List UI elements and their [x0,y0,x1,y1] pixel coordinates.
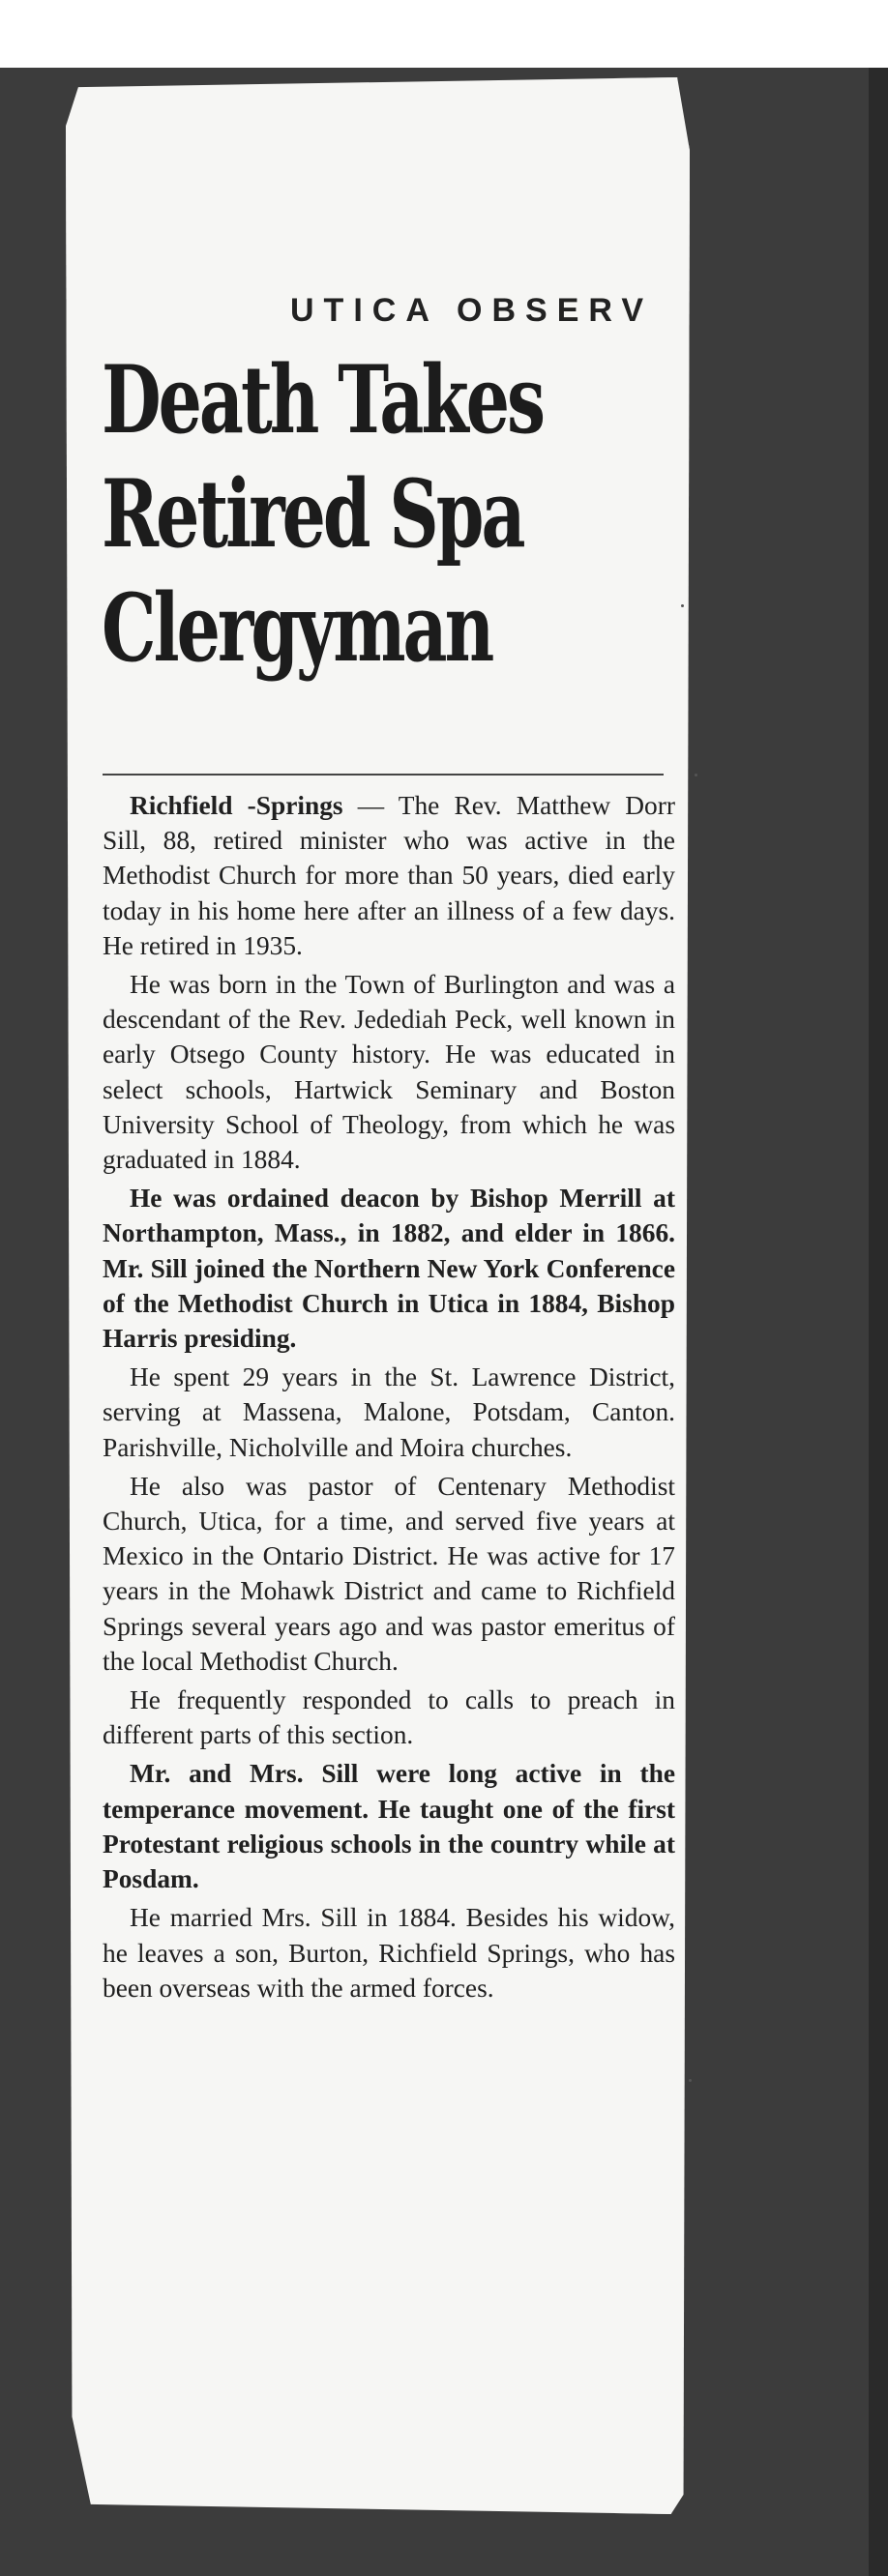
article-paragraph: He was born in the Town of Burlington and was a descendant of the Rev. Jedediah Peck, well known in early Otsego County history. He was educated in select schools, Hartwick Seminary and Boston University School of Theology, from which he was graduated in 1884. [103,970,675,1175]
dateline: Richfield -Springs [130,791,343,820]
article-paragraph: He also was pastor of Centenary Methodist Church, Utica, for a time, and served five years at Mexico in the Ontario District. He was active for 17 years in the Mohawk District and came to Richfield Springs several years ago and was pastor emeritus of the local Methodist Church. [103,1471,675,1676]
masthead: UTICA OBSERV [290,292,654,329]
scan-speck [695,774,697,776]
article-paragraph: He frequently responded to calls to preach in different parts of this section. [103,1685,675,1750]
article-paragraph [103,788,675,963]
article-paragraph: Mr. and Mrs. Sill were long active in the temperance movement. He taught one of the first Protestant religious schools in the country while at Posdam. [103,1759,675,1894]
headline-line: Retired Spa [102,459,523,569]
article-paragraph: He married Mrs. Sill in 1884. Besides his widow, he leaves a son, Burton, Richfield Springs, who has been overseas with the armed forces. [103,1903,675,2003]
scan-speck [689,2079,692,2082]
article-paragraph: He was ordained deacon by Bishop Merrill at Northampton, Mass., in 1882, and elder in 1866. Mr. Sill joined the Northern New York Conference of the Methodist Church in Utica in 1884, Bishop Harris presiding. [103,1184,675,1354]
headline [102,343,674,686]
headline-line: Death Takes [102,345,543,454]
scan-speck [681,604,684,607]
scanner-edge [869,68,888,2576]
headline-rule [103,774,664,776]
article-body [103,788,675,2009]
paragraph-text: — The Rev. Matthew Dorr Sill, 88, retired minister who was active in the Methodist Church for more than 50 years, died early today in his home here after an illness of a few days. He retired in 1935. [103,791,675,960]
headline-line: Clergyman [102,573,492,683]
article-paragraph: He spent 29 years in the St. Lawrence District, serving at Massena, Malone, Potsdam, Canton. Parishville, Nicholville and Moira churches. [103,1362,675,1462]
page-top-margin [0,0,888,68]
